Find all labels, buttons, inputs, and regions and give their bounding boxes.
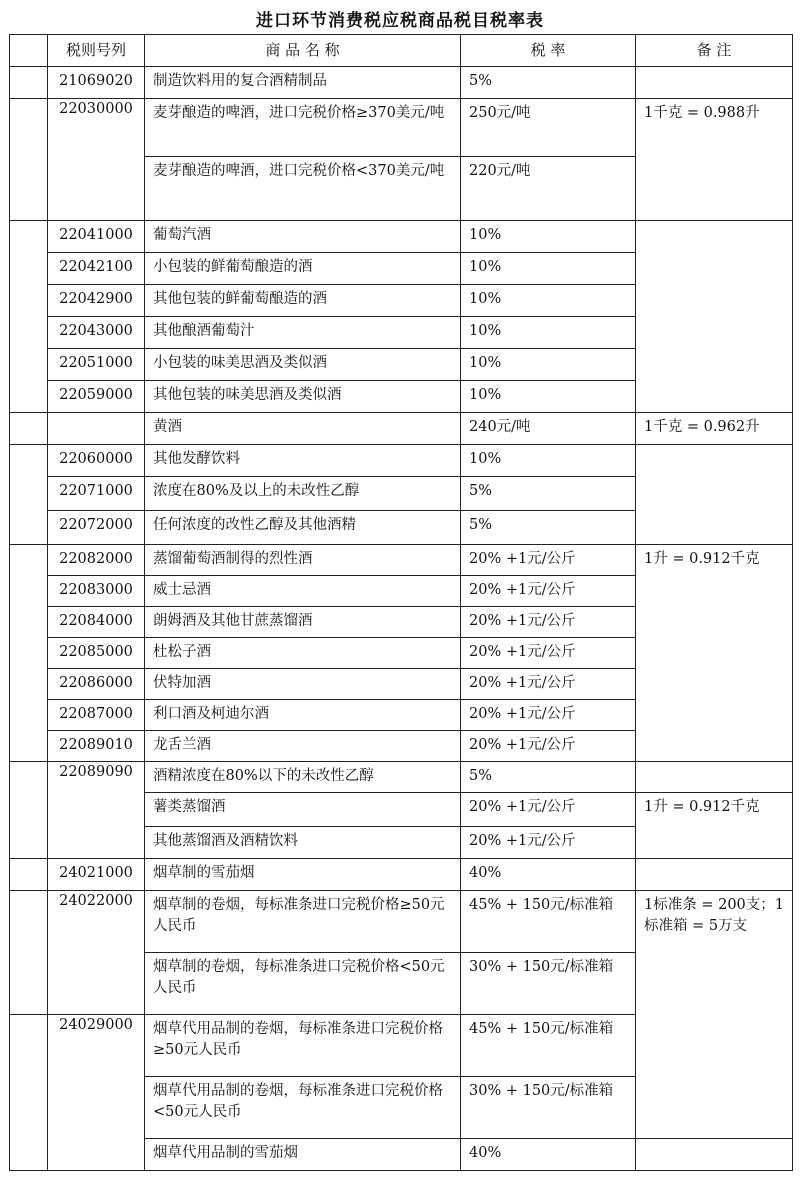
table-row <box>10 67 793 99</box>
tariff-code: 22072000 <box>48 511 145 545</box>
product-name: 烟草制的雪茄烟 <box>145 859 461 891</box>
product-name: 葡萄汽酒 <box>145 221 461 253</box>
tariff-code: 22030000 <box>48 99 145 221</box>
product-name: 烟草代用品制的卷烟，每标准条进口完税价格≥50元人民币 <box>145 1015 461 1077</box>
note-cell <box>636 67 793 99</box>
tariff-code: 24022000 <box>48 891 145 1015</box>
tax-rate: 20% +1元/公斤 <box>461 638 636 669</box>
tax-rate: 10% <box>461 445 636 477</box>
blank-cell <box>10 99 48 221</box>
note-cell: 1升 = 0.912千克 <box>636 793 793 859</box>
header-name: 商 品 名 称 <box>145 35 461 67</box>
tariff-code: 21069020 <box>48 67 145 99</box>
note-cell <box>636 445 793 545</box>
header-note: 备 注 <box>636 35 793 67</box>
tax-rate: 5% <box>461 762 636 793</box>
product-name: 其他发酵饮料 <box>145 445 461 477</box>
tariff-code: 22042100 <box>48 253 145 285</box>
blank-cell <box>10 67 48 99</box>
blank-cell <box>10 445 48 545</box>
tariff-code: 22043000 <box>48 317 145 349</box>
tariff-code: 22086000 <box>48 669 145 700</box>
table-header-row <box>10 35 793 67</box>
product-name: 其他蒸馏酒及酒精饮料 <box>145 827 461 859</box>
blank-cell <box>10 221 48 413</box>
header-code: 税则号列 <box>48 35 145 67</box>
product-name: 其他包装的味美思酒及类似酒 <box>145 381 461 413</box>
note-cell <box>636 221 793 413</box>
product-name: 利口酒及柯迪尔酒 <box>145 700 461 731</box>
tax-rate: 10% <box>461 253 636 285</box>
table-row <box>10 445 793 477</box>
product-name: 小包装的味美思酒及类似酒 <box>145 349 461 381</box>
tax-rate: 10% <box>461 221 636 253</box>
tariff-code: 22089090 <box>48 762 145 859</box>
note-cell: 1标准条 = 200支；1标准箱 = 5万支 <box>636 891 793 1139</box>
tariff-code: 24029000 <box>48 1015 145 1171</box>
note-cell: 1千克 = 0.962升 <box>636 413 793 445</box>
table-row <box>10 413 793 445</box>
tax-rate: 10% <box>461 317 636 349</box>
tariff-code: 22082000 <box>48 545 145 576</box>
tariff-code: 22085000 <box>48 638 145 669</box>
product-name: 任何浓度的改性乙醇及其他酒精 <box>145 511 461 545</box>
tariff-code: 22051000 <box>48 349 145 381</box>
tariff-code: 22071000 <box>48 477 145 511</box>
blank-cell <box>10 413 48 445</box>
tax-rate: 30% + 150元/标准箱 <box>461 1077 636 1139</box>
note-cell: 1升 = 0.912千克 <box>636 545 793 762</box>
product-name: 酒精浓度在80%以下的未改性乙醇 <box>145 762 461 793</box>
note-cell: 1千克 = 0.988升 <box>636 99 793 221</box>
tax-rate: 20% +1元/公斤 <box>461 669 636 700</box>
tax-rate: 40% <box>461 1139 636 1171</box>
tax-rate: 45% + 150元/标准箱 <box>461 891 636 953</box>
note-cell <box>636 1139 793 1171</box>
blank-cell <box>10 762 48 859</box>
product-name: 浓度在80%及以上的未改性乙醇 <box>145 477 461 511</box>
tax-rate: 10% <box>461 381 636 413</box>
tax-rate: 20% +1元/公斤 <box>461 793 636 827</box>
blank-cell <box>10 545 48 762</box>
tariff-code: 22060000 <box>48 445 145 477</box>
tariff-code: 22042900 <box>48 285 145 317</box>
tariff-code: 22059000 <box>48 381 145 413</box>
product-name: 烟草制的卷烟，每标准条进口完税价格<50元人民币 <box>145 953 461 1015</box>
tax-rate: 20% +1元/公斤 <box>461 700 636 731</box>
tariff-code: 24021000 <box>48 859 145 891</box>
tax-rate: 250元/吨 <box>461 99 636 157</box>
tax-rate: 20% +1元/公斤 <box>461 607 636 638</box>
table-row <box>10 99 793 157</box>
tariff-code: 22083000 <box>48 576 145 607</box>
product-name: 烟草代用品制的雪茄烟 <box>145 1139 461 1171</box>
product-name: 其他酿酒葡萄汁 <box>145 317 461 349</box>
product-name: 朗姆酒及其他甘蔗蒸馏酒 <box>145 607 461 638</box>
header-rate: 税 率 <box>461 35 636 67</box>
page-title: 进口环节消费税应税商品税目税率表 <box>256 11 544 31</box>
product-name: 烟草代用品制的卷烟，每标准条进口完税价格<50元人民币 <box>145 1077 461 1139</box>
tax-rate: 5% <box>461 67 636 99</box>
tax-rate: 10% <box>461 349 636 381</box>
product-name: 制造饮料用的复合酒精制品 <box>145 67 461 99</box>
tariff-code: 22084000 <box>48 607 145 638</box>
tax-rate: 5% <box>461 477 636 511</box>
tax-rate-table <box>9 34 793 1171</box>
note-cell <box>636 762 793 793</box>
tariff-code <box>48 413 145 445</box>
product-name: 威士忌酒 <box>145 576 461 607</box>
product-name: 龙舌兰酒 <box>145 731 461 762</box>
tariff-code: 22089010 <box>48 731 145 762</box>
product-name: 薯类蒸馏酒 <box>145 793 461 827</box>
tax-rate: 20% +1元/公斤 <box>461 731 636 762</box>
product-name: 麦芽酿造的啤酒，进口完税价格<370美元/吨 <box>145 157 461 221</box>
tax-rate: 45% + 150元/标准箱 <box>461 1015 636 1077</box>
tax-rate: 10% <box>461 285 636 317</box>
blank-cell <box>10 891 48 1015</box>
tax-rate: 220元/吨 <box>461 157 636 221</box>
tariff-code: 22087000 <box>48 700 145 731</box>
table-row <box>10 859 793 891</box>
product-name: 麦芽酿造的啤酒，进口完税价格≥370美元/吨 <box>145 99 461 157</box>
table-row <box>10 891 793 953</box>
product-name: 伏特加酒 <box>145 669 461 700</box>
tariff-code: 22041000 <box>48 221 145 253</box>
table-row <box>10 221 793 253</box>
product-name: 烟草制的卷烟，每标准条进口完税价格≥50元人民币 <box>145 891 461 953</box>
header-blank-cell <box>10 35 48 67</box>
product-name: 蒸馏葡萄酒制得的烈性酒 <box>145 545 461 576</box>
product-name: 小包装的鲜葡萄酿造的酒 <box>145 253 461 285</box>
tax-rate: 20% +1元/公斤 <box>461 827 636 859</box>
product-name: 黄酒 <box>145 413 461 445</box>
table-row <box>10 762 793 793</box>
blank-cell <box>10 1015 48 1171</box>
blank-cell <box>10 859 48 891</box>
tax-rate: 40% <box>461 859 636 891</box>
tax-rate: 20% +1元/公斤 <box>461 545 636 576</box>
note-cell <box>636 859 793 891</box>
tax-rate: 240元/吨 <box>461 413 636 445</box>
product-name: 杜松子酒 <box>145 638 461 669</box>
tax-rate: 5% <box>461 511 636 545</box>
tax-rate: 30% + 150元/标准箱 <box>461 953 636 1015</box>
tax-rate: 20% +1元/公斤 <box>461 576 636 607</box>
table-row <box>10 545 793 576</box>
product-name: 其他包装的鲜葡萄酿造的酒 <box>145 285 461 317</box>
